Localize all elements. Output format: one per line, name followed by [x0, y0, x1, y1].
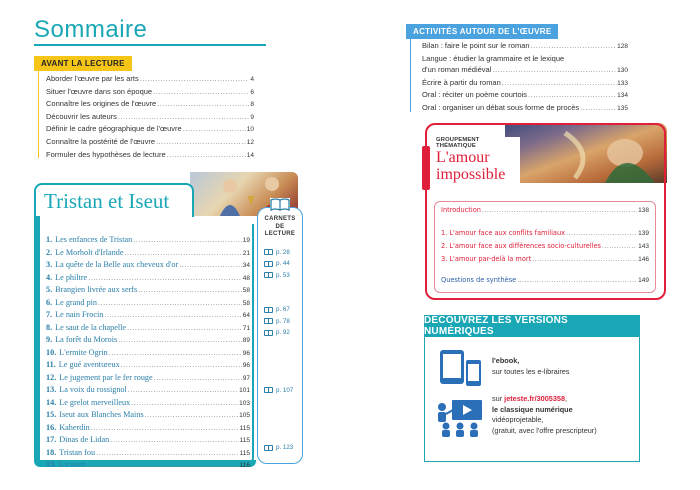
numerique-heading: DÉCOUVREZ LES VERSIONS NUMÉRIQUES — [424, 315, 640, 337]
avant-item — [46, 98, 254, 111]
chapter-title: La forêt du Morois — [55, 335, 118, 344]
chapter-row — [46, 322, 250, 335]
chapter-row — [46, 309, 250, 322]
groupement-title-line1: L'amour — [436, 149, 490, 166]
activites-label: ACTIVITÉS AUTOUR DE L'ŒUVRE — [406, 24, 558, 39]
carnet-page: p. 107 — [276, 386, 294, 394]
avant-lecture-label: AVANT LA LECTURE — [34, 56, 132, 71]
leader-dots — [110, 434, 238, 446]
chapter-number: 16. — [46, 422, 57, 432]
chapter-number: 9. — [46, 335, 53, 344]
page-number: 116 — [239, 462, 250, 469]
leader-dots — [167, 149, 246, 161]
chapter-number: 19. — [46, 460, 57, 469]
page-number: 115 — [239, 449, 250, 457]
leader-dots — [492, 64, 616, 76]
chapter-title: Iseut aux Blanches Mains — [59, 410, 144, 419]
leader-dots — [153, 86, 249, 98]
avant-item — [46, 136, 254, 149]
page-number: 115 — [239, 437, 250, 444]
chapter-number: 17. — [46, 435, 57, 444]
groupement-label: GROUPEMENT THÉMATIQUE — [436, 137, 480, 149]
chapter-title: L'ermite Ogrin — [59, 347, 108, 357]
page-number: 4 — [250, 76, 254, 83]
page-number: 138 — [638, 207, 649, 214]
ebook-title: l'ebook, — [492, 356, 520, 365]
chapter-row — [46, 459, 250, 472]
activite-text: d'un roman médiéval — [422, 65, 492, 75]
page-number: 12 — [246, 138, 254, 146]
carnet-ref[interactable] — [264, 387, 293, 394]
groupement-text: 1. L'amour face aux conflits familiaux — [441, 229, 566, 237]
activite-item — [422, 64, 628, 77]
book-icon — [264, 261, 273, 267]
page-number: 97 — [242, 374, 250, 382]
groupement-item — [441, 240, 649, 253]
carnet-ref[interactable] — [264, 306, 290, 313]
leader-dots — [88, 272, 242, 284]
activite-text: Langue : étudier la grammaire et le lexique — [422, 53, 565, 63]
activites-rule — [410, 38, 411, 112]
leader-dots — [602, 241, 637, 253]
chapter-number: 12. — [46, 372, 57, 382]
carnets-heading-line3: LECTURE — [264, 231, 296, 237]
page-number: 34 — [242, 262, 250, 269]
activite-item — [422, 89, 628, 102]
page-number: 96 — [242, 349, 250, 357]
chapter-row — [46, 247, 250, 260]
chapter-title: Le grelot merveilleux — [59, 397, 131, 407]
avant-item — [46, 73, 254, 86]
page-number: 96 — [242, 362, 250, 369]
leader-dots — [124, 247, 241, 259]
chapter-row — [46, 384, 250, 397]
avant-item-text: Connaître les origines de l'œuvre — [46, 99, 157, 109]
page-number: 135 — [617, 104, 628, 112]
page-number: 71 — [242, 324, 250, 332]
leader-dots — [133, 234, 242, 246]
chapter-title: Kaherdin — [59, 422, 90, 432]
chapter-title: La voix du rossignol — [59, 385, 127, 394]
leader-dots — [179, 259, 242, 271]
leader-dots — [109, 347, 242, 359]
carnet-ref[interactable] — [264, 260, 290, 267]
classic-title: le classique numérique — [492, 404, 573, 414]
leader-dots — [156, 136, 246, 148]
leader-dots — [118, 111, 250, 123]
groupement-text: 3. L'amour par-delà la mort — [441, 255, 532, 263]
page-number: 10 — [246, 126, 254, 134]
classroom-projector-icon — [436, 398, 484, 443]
groupement-text: 2. L'amour face aux différences socio-culturelles — [441, 242, 601, 250]
open-book-icon — [270, 198, 290, 211]
carnet-page: p. 67 — [276, 306, 290, 313]
tristan-header — [34, 183, 194, 217]
chapter-title: Le Morholt d'Irlande — [55, 247, 124, 257]
avant-item-text: Aborder l'œuvre par les arts — [46, 74, 139, 83]
carnet-page: p. 123 — [276, 444, 294, 451]
page-number: 130 — [617, 67, 628, 75]
chapter-title: Tristan fou — [59, 447, 96, 457]
leader-dots — [517, 275, 637, 287]
activites-list — [422, 40, 628, 115]
page-title: Sommaire — [34, 16, 148, 43]
book-icon — [264, 318, 273, 324]
groupement-item — [441, 253, 649, 266]
carnet-ref[interactable] — [264, 318, 290, 325]
page-number: 8 — [250, 101, 254, 109]
avant-lecture-rule — [38, 70, 39, 158]
leader-dots — [127, 322, 242, 334]
chapter-title: Les enfances de Tristan — [55, 235, 133, 244]
carnet-page: p. 92 — [276, 329, 290, 336]
leader-dots — [528, 89, 616, 101]
groupement-titlebox — [430, 137, 520, 185]
chapter-number: 6. — [46, 297, 53, 307]
activite-text: Écrire à partir du roman — [422, 77, 501, 87]
classic-url-link[interactable]: jeteste.fr/3005358 — [504, 394, 566, 403]
page-number: 14 — [246, 151, 254, 159]
book-icon — [264, 330, 273, 336]
leader-dots — [98, 297, 242, 309]
page-number: 6 — [250, 88, 254, 96]
chapter-title: La mort — [59, 460, 86, 469]
activite-item — [422, 102, 628, 115]
chapter-number: 1. — [46, 235, 53, 244]
avant-item-text: Définir le cadre géographique de l'œuvre — [46, 124, 182, 134]
leader-dots — [96, 447, 239, 459]
leader-dots — [532, 254, 637, 266]
classic-suffix: , — [565, 394, 568, 403]
avant-item-text: Formuler des hypothèses de lecture — [46, 149, 166, 159]
chapter-number: 13. — [46, 385, 57, 394]
page-number: 48 — [242, 274, 250, 282]
chapter-row — [46, 234, 250, 247]
carnet-page: p. 78 — [276, 317, 290, 325]
page-number: 19 — [242, 237, 250, 244]
leader-dots — [580, 102, 616, 114]
avant-item — [46, 111, 254, 124]
leader-dots — [502, 77, 616, 89]
chapter-number: 7. — [46, 310, 53, 319]
activite-text: Oral : réciter un poème courtois — [422, 90, 528, 100]
leader-dots — [131, 397, 238, 409]
page-number: 115 — [239, 424, 250, 432]
chapter-list — [46, 234, 250, 472]
chapter-title: Le grand pin — [55, 297, 97, 307]
chapter-row — [46, 372, 250, 385]
red-accent — [422, 146, 430, 190]
chapter-row — [46, 422, 250, 435]
leader-dots — [91, 422, 239, 434]
leader-dots — [183, 123, 246, 135]
chapter-title: Le philtre — [55, 272, 88, 282]
leader-dots — [154, 372, 242, 384]
chapter-row — [46, 272, 250, 285]
chapter-row — [46, 284, 250, 297]
chapter-number: 2. — [46, 247, 53, 257]
chapter-row — [46, 347, 250, 360]
chapter-row — [46, 359, 250, 372]
activite-text: Bilan : faire le point sur le roman — [422, 41, 530, 50]
activite-item — [422, 40, 628, 53]
carnets-heading — [258, 208, 302, 239]
chapter-row — [46, 397, 250, 410]
classic-text — [492, 394, 597, 436]
page-number: 9 — [250, 113, 254, 121]
chapter-number: 3. — [46, 260, 53, 269]
carnet-ref[interactable] — [264, 249, 290, 256]
book-icon — [264, 387, 273, 393]
page-number: 101 — [239, 387, 250, 394]
groupement-list — [434, 201, 656, 293]
book-icon — [264, 307, 273, 313]
chapter-row — [46, 259, 250, 272]
carnets-heading-line1: CARNETS — [264, 216, 296, 222]
carnets-heading-line2: DE — [275, 223, 285, 230]
avant-item — [46, 149, 254, 162]
leader-dots — [531, 40, 617, 52]
chapter-number: 5. — [46, 285, 53, 294]
chapter-title: Le nain Frocin — [55, 310, 104, 319]
chapter-title: Le jugement par le fer rouge — [59, 372, 153, 382]
chapter-number: 10. — [46, 347, 57, 357]
page-number: 21 — [242, 249, 250, 257]
chapter-title: Brangien livrée aux serfs — [55, 285, 138, 294]
chapter-row — [46, 434, 250, 447]
chapter-number: 14. — [46, 397, 57, 407]
page-number: 64 — [242, 312, 250, 319]
carnet-page: p. 44 — [276, 260, 290, 267]
groupement-item — [441, 227, 649, 240]
page-number: 134 — [617, 92, 628, 100]
tristan-title: Tristan et Iseut — [44, 189, 170, 213]
groupement-text: Questions de synthèse — [441, 276, 517, 284]
book-icon — [264, 249, 273, 255]
page-number: 139 — [638, 230, 649, 237]
page-number: 133 — [617, 79, 628, 87]
carnets-panel — [257, 207, 303, 464]
page-number: 149 — [638, 277, 649, 284]
page-number: 143 — [638, 243, 649, 250]
chapter-number: 18. — [46, 447, 57, 457]
carnet-ref[interactable] — [264, 444, 293, 451]
leader-dots — [157, 98, 249, 110]
title-rule — [34, 44, 266, 46]
leader-dots — [128, 384, 238, 396]
carnet-page: p. 28 — [276, 248, 290, 256]
chapter-row — [46, 447, 250, 460]
carnet-ref[interactable] — [264, 272, 290, 279]
book-icon — [264, 272, 273, 278]
avant-lecture-list — [46, 73, 254, 161]
avant-item-text: Connaître la postérité de l'œuvre — [46, 136, 155, 146]
ebook-subtitle: sur toutes les e-libraires — [492, 366, 570, 376]
classic-line3: vidéoprojetable, — [492, 415, 544, 424]
groupement-text: Introduction — [441, 206, 481, 214]
leader-dots — [118, 334, 242, 346]
chapter-number: 8. — [46, 322, 53, 332]
chapter-row — [46, 409, 250, 422]
ebook-devices-icon — [438, 348, 484, 393]
leader-dots — [86, 459, 238, 471]
activite-item — [422, 77, 628, 90]
avant-item-text: Situer l'œuvre dans son époque — [46, 86, 153, 96]
groupement-item — [441, 204, 649, 217]
chapter-number: 15. — [46, 410, 57, 419]
book-icon — [264, 445, 273, 451]
activite-text: Oral : organiser un débat sous forme de procès — [422, 102, 580, 112]
chapter-title: Dinas de Lidan — [59, 435, 110, 444]
avant-item — [46, 86, 254, 99]
ebook-text — [492, 356, 569, 377]
chapter-title: Le gué aventureux — [58, 360, 120, 369]
leader-dots — [482, 205, 637, 217]
carnet-page: p. 53 — [276, 271, 290, 279]
carnet-ref[interactable] — [264, 329, 290, 336]
avant-item — [46, 123, 254, 136]
chapter-row — [46, 334, 250, 347]
leader-dots — [121, 359, 242, 371]
page-number: 105 — [239, 412, 250, 419]
chapter-row — [46, 297, 250, 310]
page-number: 58 — [242, 299, 250, 307]
page-number: 128 — [617, 43, 628, 50]
chapter-title: Le saut de la chapelle — [55, 322, 127, 332]
page-number: 146 — [638, 256, 649, 263]
activite-item — [422, 53, 628, 65]
page-number: 89 — [242, 337, 250, 344]
avant-item-text: Découvrir les auteurs — [46, 111, 117, 121]
leader-dots — [104, 309, 241, 321]
chapter-number: 4. — [46, 272, 53, 282]
leader-dots — [145, 409, 239, 421]
chapter-title: La quête de la Belle aux cheveux d'or — [55, 260, 179, 269]
leader-dots — [566, 228, 637, 240]
classic-prefix: sur — [492, 394, 505, 403]
leader-dots — [138, 284, 242, 296]
chapter-number: 11. — [46, 360, 56, 369]
groupement-title-line2: impossible — [436, 166, 506, 183]
leader-dots — [140, 73, 250, 85]
page-number: 58 — [242, 287, 250, 294]
page-number: 103 — [239, 399, 250, 407]
groupement-item — [441, 274, 649, 287]
classic-line4: (gratuit, avec l'offre prescripteur) — [492, 425, 597, 435]
